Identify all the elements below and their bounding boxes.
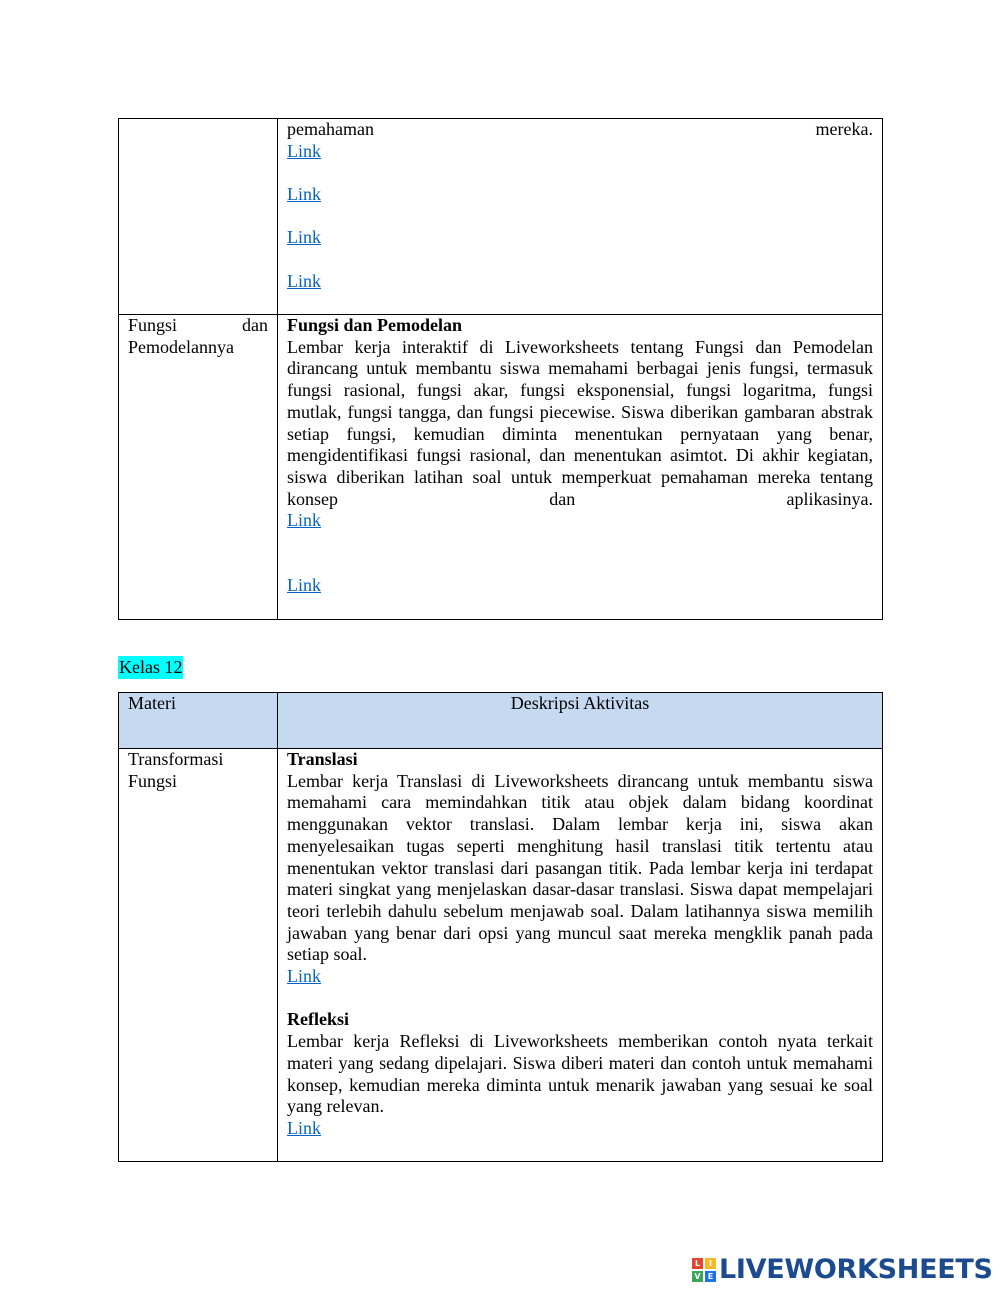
activity-link-2[interactable]: Link [287,575,321,596]
kelas-heading: Kelas 12 [119,657,183,677]
continued-text-left: pemahaman [287,119,374,139]
table-row [119,315,883,620]
table-row [119,749,883,1162]
activity-link-2[interactable]: Link [287,184,321,205]
activity-link-1[interactable]: Link [287,510,321,531]
header-materi: Materi [119,693,278,749]
activity-link-3[interactable]: Link [287,227,321,248]
activity-heading: Refleksi [287,1009,349,1030]
liveworksheets-logo [692,1253,993,1287]
continued-text-line [287,119,873,141]
logo-square: L [692,1258,703,1269]
description-cell [278,315,883,620]
logo-square: E [705,1271,716,1282]
materi-cell [119,119,278,315]
activity-table-kelas-11 [118,118,883,620]
activity-description: Lembar kerja Translasi di Liveworksheets dirancang untuk membantu siswa memahami cara memindahkan titik atau objek dalam bidang koordinat menggunakan vektor translasi. Dalam lembar kerja ini, siswa akan menyelesaikan tugas seperti menghitung hasil translasi titik tertentu atau menentukan vektor translasi dari pasangan titik. Pada lembar kerja ini terdapat materi singkat yang menjelaskan dasar-dasar translasi. Siswa dapat mempelajari teori terlebih dahulu sebelum menjawab soal. Dalam latihannya siswa memilih jawaban yang benar dari opsi yang muncul saat mereka mengklik panah pada setiap soal. [287,770,873,965]
logo-square: I [705,1258,716,1269]
materi-cell [119,315,278,620]
materi-word: Fungsi [128,315,178,335]
logo-squares-icon [692,1258,716,1282]
materi-line [128,315,268,337]
table-row [119,119,883,315]
description-cell [278,119,883,315]
activity-heading: Translasi [287,749,358,769]
activity-link-1[interactable]: Link [287,140,321,161]
logo-square: V [692,1271,703,1282]
activity-link-4[interactable]: Link [287,270,321,291]
activity-description: Lembar kerja Refleksi di Liveworksheets memberikan contoh nyata terkait materi yang sedang dipelajari. Siswa diberi materi dan contoh untuk memahami konsep, kemudian mereka diminta untuk menarik jawaban yang sesuai ke soal yang relevan. [287,1031,873,1117]
materi-line: Fungsi [128,770,178,791]
activity-heading: Fungsi dan Pemodelan [287,315,463,335]
table-header-row [119,693,883,749]
activity-link-1[interactable]: Link [287,966,321,987]
continued-text-right: mereka. [815,119,873,139]
materi-word: dan [242,315,268,335]
logo-text: LIVEWORKSHEETS [719,1254,993,1285]
activity-table-kelas-12 [118,692,883,1162]
activity-link-2[interactable]: Link [287,1117,321,1138]
header-deskripsi: Deskripsi Aktivitas [278,693,883,749]
materi-line: Transformasi [128,749,224,769]
description-cell [278,749,883,1162]
materi-line: Pemodelannya [128,336,234,357]
materi-cell [119,749,278,1162]
activity-description: Lembar kerja interaktif di Liveworksheets tentang Fungsi dan Pemodelan dirancang untuk membantu siswa memahami berbagai jenis fungsi, termasuk fungsi rasional, fungsi akar, fungsi eksponensial, fungsi logaritma, fungsi mutlak, fungsi tangga, dan fungsi piecewise. Siswa diberikan gambaran abstrak setiap fungsi, kemudian diminta menentukan pernyataan yang benar, mengidentifikasi fungsi rasional, dan menentukan asimtot. Di akhir kegiatan, siswa diberikan latihan soal untuk memperkuat pemahaman mereka tentang konsep dan aplikasinya. [287,336,873,509]
